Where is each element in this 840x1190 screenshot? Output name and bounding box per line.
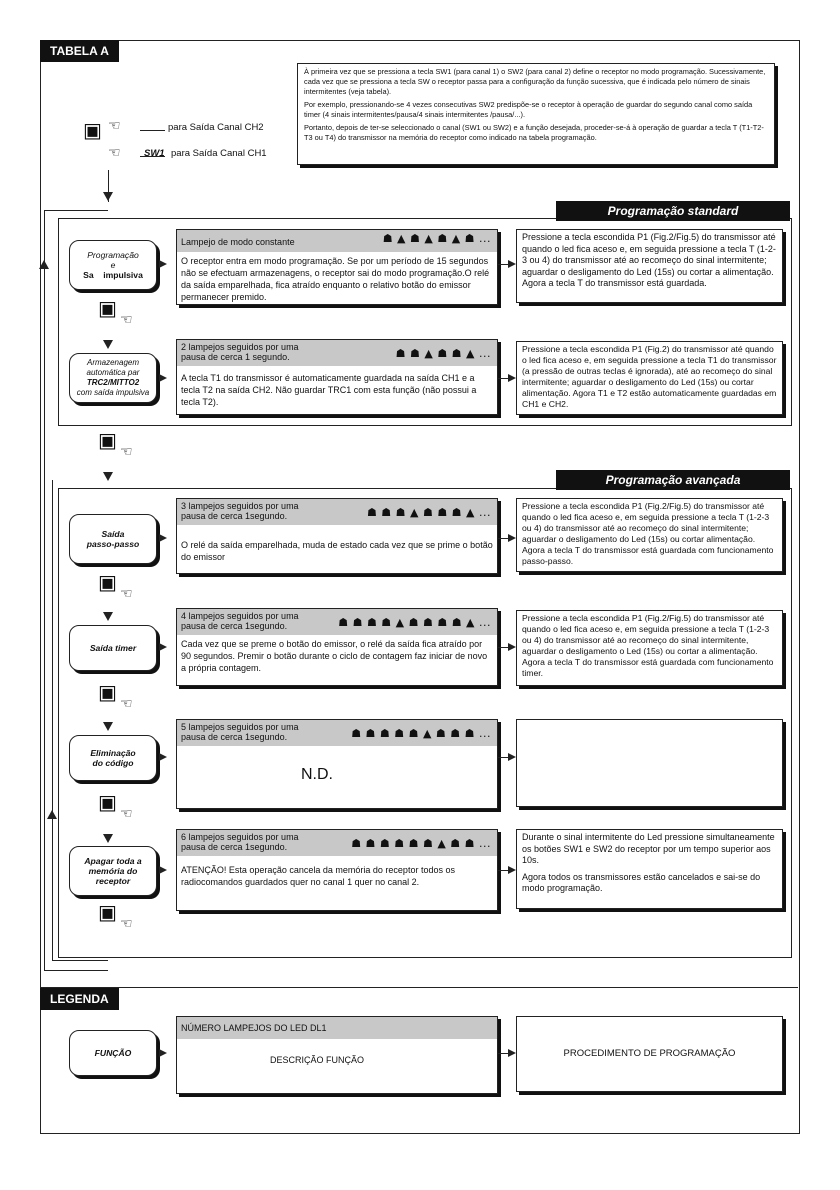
led-lamps-icon: ☗ ▲ ☗ ▲ ☗ ▲ ☗ ... — [382, 232, 491, 245]
flow-arrow — [159, 866, 167, 874]
function-description: Cada vez que se preme o botão do emissor, o relé da saída fica atraído por 90 segundos. Premir o botão durante o ciclo de contagem faz iniciar de novo a própria contagem. — [181, 639, 488, 673]
led-header — [177, 830, 497, 856]
led-header-text: 2 lampejos seguidos por uma — [181, 342, 299, 352]
function-description: O relé da saída emparelhada, muda de estado cada vez que se prime o botão do emissor — [181, 540, 493, 562]
loop-line-bottom — [44, 970, 108, 971]
function-description: ATENÇÃO! Esta operação cancela da memória do receptor todos os radiocomandos guardados quer no canal 1 quer no canal 2. — [181, 865, 455, 887]
legend-title: LEGENDA — [40, 988, 119, 1010]
intro-p1: À primeira vez que se pressiona a tecla SW1 (para canal 1) o SW2 (para canal 2) define o receptor no modo programação. Sucessivamente, cada vez que se pressiona a tecla SW o receptor passa para a configuração da função sucessiva, que é indicada pelo número de sinais intermitentes (veja tabela). — [304, 67, 766, 96]
function-description: A tecla T1 do transmissor é automaticamente guardada na saída CH1 e a tecla T2 na saída CH2. Não guardar TRC1 com esta função (não possui a tecla T2). — [181, 373, 477, 407]
led-header-text: pausa de cerca 1segundo. — [181, 511, 288, 521]
flow-arrow — [103, 472, 113, 481]
func-line: receptor — [95, 876, 131, 886]
procedure-box-row1: Pressione a tecla escondida P1 (Fig.2/Fig.5) do transmissor até quando o led fica aceso e, em seguida pressione a tecla T (1-2-3 ou 4) do transmissor até ao recomeço do sinal intermitente; aguardar o desligamento do Led (15s) ou cortar a alimentação. Agora a tecla T do transmissor está guardada. — [516, 229, 783, 303]
legend-description-box — [176, 1016, 498, 1094]
receiver-device-icon: ▣ — [98, 680, 117, 704]
legend-header: NÚMERO LAMPEJOS DO LED DL1 — [177, 1017, 497, 1039]
flow-arrow — [103, 340, 113, 349]
led-header-text: pausa de cerca 1segundo. — [181, 621, 288, 631]
legend-divider — [40, 987, 798, 988]
loop-line-inner-bottom — [52, 960, 108, 961]
receiver-device-icon: ▣ — [98, 428, 117, 452]
function-box-passo-passo — [69, 514, 157, 564]
flow-arrow — [508, 753, 516, 761]
receiver-device-icon: ▣ — [83, 118, 102, 142]
advanced-section-title: Programação avançada — [556, 470, 790, 490]
finger-icon: ☜ — [108, 118, 121, 134]
function-box-eliminacao — [69, 735, 157, 781]
intro-box — [297, 63, 775, 165]
flow-arrow — [508, 643, 516, 651]
func-line: Saída — [101, 529, 125, 539]
receiver-device-icon: ▣ — [98, 900, 117, 924]
led-header-text: 4 lampejos seguidos por uma — [181, 611, 299, 621]
led-header — [177, 720, 497, 746]
func-line: TRC2/MITTO2 — [86, 378, 140, 387]
led-header-text: pausa de cerca 1segundo. — [181, 842, 288, 852]
finger-icon: ☜ — [120, 696, 133, 712]
func-line: memória do — [88, 866, 138, 876]
func-line-a: Sa — [83, 270, 94, 280]
led-header-text: 5 lampejos seguidos por uma — [181, 722, 299, 732]
receiver-device-icon: ▣ — [98, 570, 117, 594]
func-line: Saída timer — [89, 643, 137, 653]
flow-arrow — [159, 374, 167, 382]
func-line: Apagar toda a — [84, 856, 142, 866]
led-header — [177, 230, 497, 252]
procedure-box-row3: Pressione a tecla escondida P1 (Fig.2/Fig.5) do transmissor até quando o led fica aceso e, em seguida pressione a tecla T (1-2-3 ou 4) do transmissor até ao recomeço do sinal intermitente; aguardar o desligamento do Led (15s) ou cortar alimentação. Agora a tecla T do transmissor está guardada com funcionamento passo-passo. — [516, 498, 783, 572]
label-ch2: para Saída Canal CH2 — [168, 122, 264, 133]
func-line-b: impulsiva — [103, 270, 143, 280]
loop-line-left — [44, 210, 45, 970]
func-line: automática par — [86, 368, 140, 377]
label-sw1: SW1 — [144, 148, 165, 159]
loop-arrow-inner — [47, 810, 57, 819]
flow-arrow — [159, 643, 167, 651]
flow-arrow — [159, 1049, 167, 1057]
function-box-armazenagem — [69, 353, 157, 403]
flow-arrow — [159, 260, 167, 268]
description-box-row4 — [176, 608, 498, 686]
led-lamps-icon: ☗ ☗ ▲ ☗ ☗ ▲ ... — [395, 347, 491, 360]
loop-line-top — [44, 210, 108, 211]
func-line: Eliminação — [90, 748, 136, 758]
function-box-timer — [69, 625, 157, 671]
intro-p2: Por exemplo, pressionando-se 4 vezes consecutivas SW2 predispõe-se o receptor à operação de guardar do segundo canal como saída timer (4 sinais intermitentes/pausa/4 sinais intermitentes /pausa/...). — [304, 100, 753, 119]
table-title: TABELA A — [40, 40, 119, 62]
led-header — [177, 609, 497, 635]
flow-arrow — [508, 534, 516, 542]
finger-icon: ☜ — [120, 586, 133, 602]
label-ch1: para Saída Canal CH1 — [171, 148, 267, 159]
receiver-device-icon: ▣ — [98, 296, 117, 320]
procedure-box-row6 — [516, 829, 783, 909]
flow-arrow — [508, 260, 516, 268]
func-line: passo-passo — [86, 539, 140, 549]
led-lamps-icon: ☗ ☗ ☗ ☗ ☗ ☗ ▲ ☗ ☗ ... — [351, 837, 491, 850]
procedure-box-row2: Pressione a tecla escondida P1 (Fig.2) do transmissor até quando o led fica aceso e, em seguida pressione a tecla T1 do transmissor (a pressão de outras teclas é ignorada), até ao recomeço do sinal intermitente; aguardar o desligamento do Led (15s) ou cortar alimentação. Agora T1 e T2 estão automaticamente guardadas em CH1 e CH2. — [516, 341, 783, 415]
finger-icon: ☜ — [108, 145, 121, 161]
legend-description: DESCRIÇÃO FUNÇÃO — [269, 1055, 364, 1065]
flow-arrow — [103, 612, 113, 621]
finger-icon: ☜ — [120, 444, 133, 460]
func-line: e — [110, 260, 116, 270]
loop-arrow — [39, 260, 49, 269]
func-line — [83, 270, 143, 280]
led-header — [177, 499, 497, 525]
func-line: do código — [92, 758, 134, 768]
legend-func-text: FUNÇÃO — [94, 1048, 132, 1058]
description-box-row3 — [176, 498, 498, 574]
loop-line-inner — [52, 480, 53, 960]
func-line: Programação — [87, 250, 139, 260]
legend-function-box — [69, 1030, 157, 1076]
procedure-text: Durante o sinal intermitente do Led pressione simultaneamente os botões SW1 e SW2 do receptor por um tempo superior aos 10s. — [522, 832, 775, 865]
function-description: N.D. — [301, 766, 333, 783]
function-box-apagar — [69, 846, 157, 896]
description-box-row6 — [176, 829, 498, 911]
led-header-text: pausa de cerca 1segundo. — [181, 732, 288, 742]
description-box-row5 — [176, 719, 498, 809]
flow-arrow — [159, 534, 167, 542]
flow-arrow — [508, 866, 516, 874]
legend-procedure: PROCEDIMENTO DE PROGRAMAÇÃO — [563, 1048, 736, 1060]
standard-section-title: Programação standard — [556, 201, 790, 221]
led-lamps-icon: ☗ ☗ ☗ ☗ ▲ ☗ ☗ ☗ ☗ ▲ ... — [338, 616, 491, 629]
led-lamps-icon: ☗ ☗ ☗ ▲ ☗ ☗ ☗ ▲ ... — [366, 506, 491, 519]
led-header — [177, 340, 497, 366]
leader-line — [140, 130, 165, 131]
legend-procedure-box — [516, 1016, 783, 1092]
flow-arrow — [508, 1049, 516, 1057]
func-line: com saída impulsiva — [76, 388, 150, 397]
finger-icon: ☜ — [120, 916, 133, 932]
receiver-device-icon: ▣ — [98, 790, 117, 814]
finger-icon: ☜ — [120, 312, 133, 328]
procedure-text: Agora todos os transmissores estão cancelados e sai-se do modo programação. — [522, 871, 761, 893]
description-box-row2 — [176, 339, 498, 415]
func-line: Armazenagem — [86, 358, 140, 367]
flow-arrow — [159, 753, 167, 761]
flow-arrow — [103, 722, 113, 731]
procedure-box-row5 — [516, 719, 783, 807]
intro-p3: Portanto, depois de ter-se seleccionado o canal (SW1 ou SW2) e a função desejada, proceder-se-á à operação de guardar a tecla T (T1-T2-T3 ou T4) do transmissor na memória do receptor como indicado na tabela programação. — [304, 123, 764, 142]
led-header-text: 6 lampejos seguidos por uma — [181, 832, 299, 842]
led-lamps-icon: ☗ ☗ ☗ ☗ ☗ ▲ ☗ ☗ ☗ ... — [351, 727, 491, 740]
flow-arrow — [508, 374, 516, 382]
flow-arrow — [103, 192, 113, 201]
procedure-box-row4: Pressione a tecla escondida P1 (Fig.2/Fig.5) do transmissor até quando o led fica aceso e, em seguida pressione a tecla T (1-2-3 ou 4) do transmissor até ao recomeço do sinal intermitente, aguardar o desligamento o Led (15s) ou cortar a alimentação. Agora a tecla T do transmissor está guardada com funcionamento timer. — [516, 610, 783, 686]
led-header-text: pausa de cerca 1 segundo. — [181, 352, 290, 362]
led-header-text: 3 lampejos seguidos por uma — [181, 501, 299, 511]
led-header-text: Lampejo de modo constante — [181, 237, 295, 247]
flow-arrow — [103, 834, 113, 843]
function-box-programacao — [69, 240, 157, 290]
description-box-row1 — [176, 229, 498, 305]
finger-icon: ☜ — [120, 806, 133, 822]
function-description: O receptor entra em modo programação. Se por um período de 15 segundos não se efectuam armazenagens, o receptor sai do modo programação.O relé da saída emparelhada, fica atraído enquanto o relativo botão do emissor permanecer premido. — [181, 256, 490, 302]
